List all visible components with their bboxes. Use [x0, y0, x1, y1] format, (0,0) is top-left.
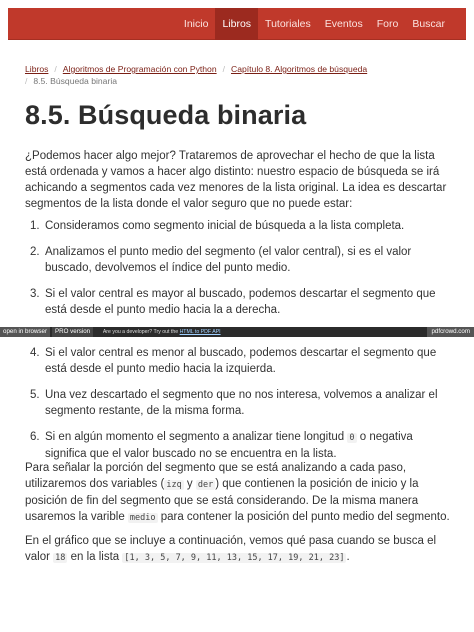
promo-text: [103, 329, 221, 335]
list-item: [25, 218, 451, 234]
list-item-text: [45, 431, 413, 460]
list-item: [25, 244, 451, 276]
intro-paragraph: ¿Podemos hacer algo mejor? Trataremos de aprovechar el hecho de que la lista está ordenada y vamos a hacer algo distinto: nuestro espacio de búsqueda se irá achicando a segmentos cada vez menores de la lista original. La idea es descartar segmentos de la lista donde el valor seguro que no puede estar:: [25, 150, 447, 210]
nav-item-tutoriales[interactable]: Tutoriales: [265, 18, 311, 30]
pdfcrowd-bar: [0, 327, 474, 337]
list-item: [25, 429, 451, 462]
nav-item-libros[interactable]: Libros: [215, 8, 258, 40]
promo-label: Are you a developer? Try out the: [102, 329, 179, 335]
top-navbar: [8, 8, 466, 40]
nav-item-inicio[interactable]: Inicio: [183, 18, 209, 30]
inline-code: medio: [129, 513, 156, 523]
breadcrumb-separator: /: [54, 64, 57, 74]
nav-item-foro[interactable]: Foro: [376, 18, 399, 30]
list-item-text: Si el valor central es menor al buscado, podemos descartar el segmento que está desde el punto medio hacia la izquierda.: [45, 347, 437, 375]
list-item: [25, 387, 451, 419]
text-fragment: y: [186, 478, 193, 490]
promo-link[interactable]: HTML to PDF API: [179, 329, 221, 335]
list-item: [25, 345, 451, 377]
breadcrumb-separator: /: [25, 76, 28, 86]
breadcrumb-current: 8.5. Búsqueda binaria: [33, 76, 118, 86]
inline-code: der: [197, 480, 214, 490]
nav-item-eventos[interactable]: Eventos: [324, 18, 363, 30]
breadcrumb-link-chapter[interactable]: Capítulo 8. Algoritmos de búsqueda: [231, 64, 368, 74]
list-number: 5.: [30, 389, 40, 401]
breadcrumb-link-book[interactable]: Algoritmos de Programación con Python: [62, 64, 217, 74]
text-fragment: Si en algún momento el segmento a analizar tiene longitud: [45, 431, 345, 443]
text-fragment: Para señalar la porción del segmento que se está analizando a cada paso, utilizaremos dos variables (: [25, 462, 407, 490]
list-number: 3.: [30, 288, 40, 300]
list-item-text: Una vez descartado el segmento que no nos interesa, volvemos a analizar el segmento restante, de la misma forma.: [45, 389, 438, 417]
text-fragment: En el gráfico que se incluye a continuación, vemos qué pasa cuando se busca el valor: [25, 535, 437, 563]
list-item-text: Si el valor central es mayor al buscado, podemos descartar el segmento que está desde el punto medio hacia la a derecha.: [45, 288, 436, 316]
pdfcrowd-brand-link[interactable]: pdfcrowd.com: [427, 327, 474, 337]
text-fragment: en la lista: [70, 551, 120, 563]
pro-version-button[interactable]: PRO version: [52, 327, 93, 337]
inline-code: 0: [349, 433, 355, 443]
list-number: 4.: [30, 347, 40, 359]
nav-menu: [177, 8, 452, 40]
breadcrumb-separator: /: [222, 64, 225, 74]
variables-paragraph: [25, 460, 451, 526]
inline-code: [1, 3, 5, 7, 9, 11, 13, 15, 17, 19, 21, 23]: [124, 553, 345, 563]
text-fragment: para contener la posición del punto medio del segmento.: [160, 511, 450, 523]
list-item: [25, 286, 451, 318]
list-number: 1.: [30, 220, 40, 232]
list-number: 2.: [30, 246, 40, 258]
list-item-text: Analizamos el punto medio del segmento (el valor central), si es el valor buscado, devolvemos el índice del punto medio.: [45, 246, 412, 274]
steps-list: [25, 218, 451, 328]
text-fragment: ) que contienen la posición de inicio y la posición de fin del segmento que se está considerando. De la misma manera usaremos la varible: [25, 478, 419, 523]
list-item-text: Consideramos como segmento inicial de búsqueda a la lista completa.: [45, 220, 405, 232]
open-in-browser-button[interactable]: open in browser: [0, 327, 50, 337]
list-number: 6.: [30, 431, 40, 443]
breadcrumb-link-libros[interactable]: Libros: [25, 64, 49, 74]
nav-item-buscar[interactable]: Buscar: [412, 18, 445, 30]
breadcrumb: [25, 63, 445, 87]
inline-code: 18: [55, 553, 66, 563]
page-title: 8.5. Búsqueda binaria: [25, 100, 307, 130]
text-fragment: o negativa significa que el valor buscado no se encuentra en la lista.: [45, 431, 413, 460]
example-paragraph: [25, 533, 451, 566]
text-fragment: .: [346, 551, 350, 563]
inline-code: izq: [166, 480, 182, 490]
steps-list-continued: [25, 345, 451, 472]
